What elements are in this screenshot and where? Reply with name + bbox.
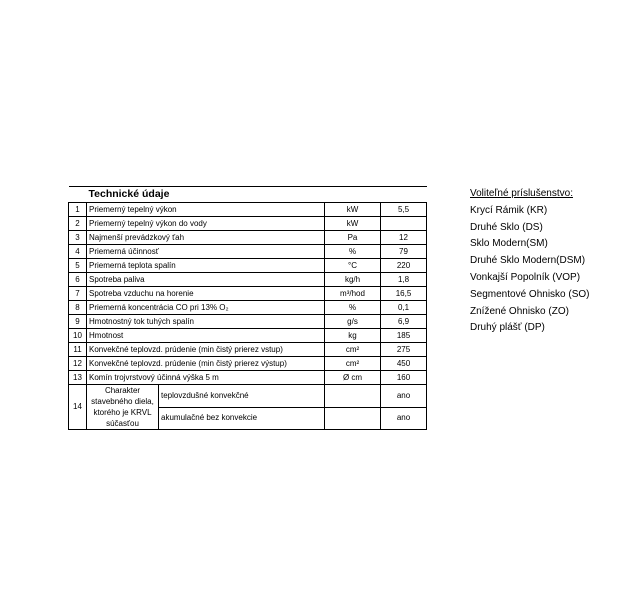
table-row (69, 385, 427, 408)
row-unit: kW (325, 203, 381, 217)
row-value: ano (381, 385, 427, 408)
row-unit: kW (325, 217, 381, 231)
row-unit: % (325, 301, 381, 315)
row-label: Priemerný tepelný výkon (87, 203, 325, 217)
technical-data-table (68, 186, 427, 430)
row-number: 13 (69, 371, 87, 385)
row-number: 4 (69, 245, 87, 259)
table-row (69, 343, 427, 357)
row-value: 160 (381, 371, 427, 385)
table-title: Technické údaje (87, 187, 427, 203)
table-row (69, 217, 427, 231)
row-value: 450 (381, 357, 427, 371)
row-unit: % (325, 245, 381, 259)
row-value: 5,5 (381, 203, 427, 217)
row-number: 2 (69, 217, 87, 231)
accessories-title: Voliteľné príslušenstvo: (470, 188, 573, 199)
table-row (69, 287, 427, 301)
table-row (69, 231, 427, 245)
row-value: 79 (381, 245, 427, 259)
table-row (69, 315, 427, 329)
row-value: 0,1 (381, 301, 427, 315)
table-row (69, 245, 427, 259)
row-number: 8 (69, 301, 87, 315)
table-header (69, 187, 427, 203)
row-number: 14 (69, 385, 87, 430)
row-value: 16,5 (381, 287, 427, 301)
row-number: 1 (69, 203, 87, 217)
row-number: 7 (69, 287, 87, 301)
row-value (381, 217, 427, 231)
row-unit: g/s (325, 315, 381, 329)
row-sub-label: teplovzdušné konvekčné (159, 385, 325, 408)
table-row (69, 357, 427, 371)
row-unit (325, 407, 381, 430)
row-label: Spotreba paliva (87, 273, 325, 287)
accessory-item: Krycí Rámik (KR) (470, 204, 548, 216)
row-number: 6 (69, 273, 87, 287)
row-unit: m³/hod (325, 287, 381, 301)
accessory-item: Sklo Modern(SM) (470, 238, 548, 250)
row-label-line: ktorého je KRVL súčasťou (93, 408, 152, 428)
row-label: Komín trojvrstvový účinná výška 5 m (87, 371, 325, 385)
row-number: 5 (69, 259, 87, 273)
row-number: 12 (69, 357, 87, 371)
row-value: 6,9 (381, 315, 427, 329)
row-label: Konvekčné teplovzd. prúdenie (min čistý prierez vstup) (87, 343, 325, 357)
accessory-item: Segmentové Ohnisko (SO) (470, 288, 590, 300)
table-row (69, 259, 427, 273)
row-value: 1,8 (381, 273, 427, 287)
row-value: 185 (381, 329, 427, 343)
row-number: 11 (69, 343, 87, 357)
row-label: Konvekčné teplovzd. prúdenie (min čistý prierez výstup) (87, 357, 325, 371)
row-unit: cm² (325, 357, 381, 371)
table-row (69, 301, 427, 315)
row-value: 220 (381, 259, 427, 273)
row-number: 9 (69, 315, 87, 329)
accessory-item: Vonkajší Popolník (VOP) (470, 271, 581, 283)
row-unit: Ø cm (325, 371, 381, 385)
row-value: 275 (381, 343, 427, 357)
row-unit: cm² (325, 343, 381, 357)
row-number: 10 (69, 329, 87, 343)
row-unit (325, 385, 381, 408)
table-row (69, 203, 427, 217)
row-label: Hmotnostný tok tuhých spalín (87, 315, 325, 329)
row-label-line: Charakter stavebného diela, (91, 386, 154, 406)
accessory-item: Znížené Ohnisko (ZO) (470, 305, 569, 317)
row-value: 12 (381, 231, 427, 245)
row-unit: °C (325, 259, 381, 273)
row-label: Najmenší prevádzkový ťah (87, 231, 325, 245)
table-row (69, 329, 427, 343)
accessory-item: Druhé Sklo (DS) (470, 221, 543, 233)
row-unit: Pa (325, 231, 381, 245)
row-label: Priemerná teplota spalín (87, 259, 325, 273)
row-unit: kg (325, 329, 381, 343)
row-number: 3 (69, 231, 87, 245)
row-label: Spotreba vzduchu na horenie (87, 287, 325, 301)
row-sub-label: akumulačné bez konvekcie (159, 407, 325, 430)
row-label: Hmotnost (87, 329, 325, 343)
row-label: Priemerná účinnosť (87, 245, 325, 259)
table-row (69, 273, 427, 287)
row-label: Priemerný tepelný výkon do vody (87, 217, 325, 231)
row-unit: kg/h (325, 273, 381, 287)
row-label (87, 385, 159, 430)
accessories-list (470, 186, 590, 337)
accessory-item: Druhé Sklo Modern(DSM) (470, 255, 586, 267)
accessory-item: Druhý plášť (DP) (470, 322, 545, 334)
row-label: Priemerná koncentrácia CO pri 13% O₂ (87, 301, 325, 315)
table-row (69, 371, 427, 385)
row-value: ano (381, 407, 427, 430)
